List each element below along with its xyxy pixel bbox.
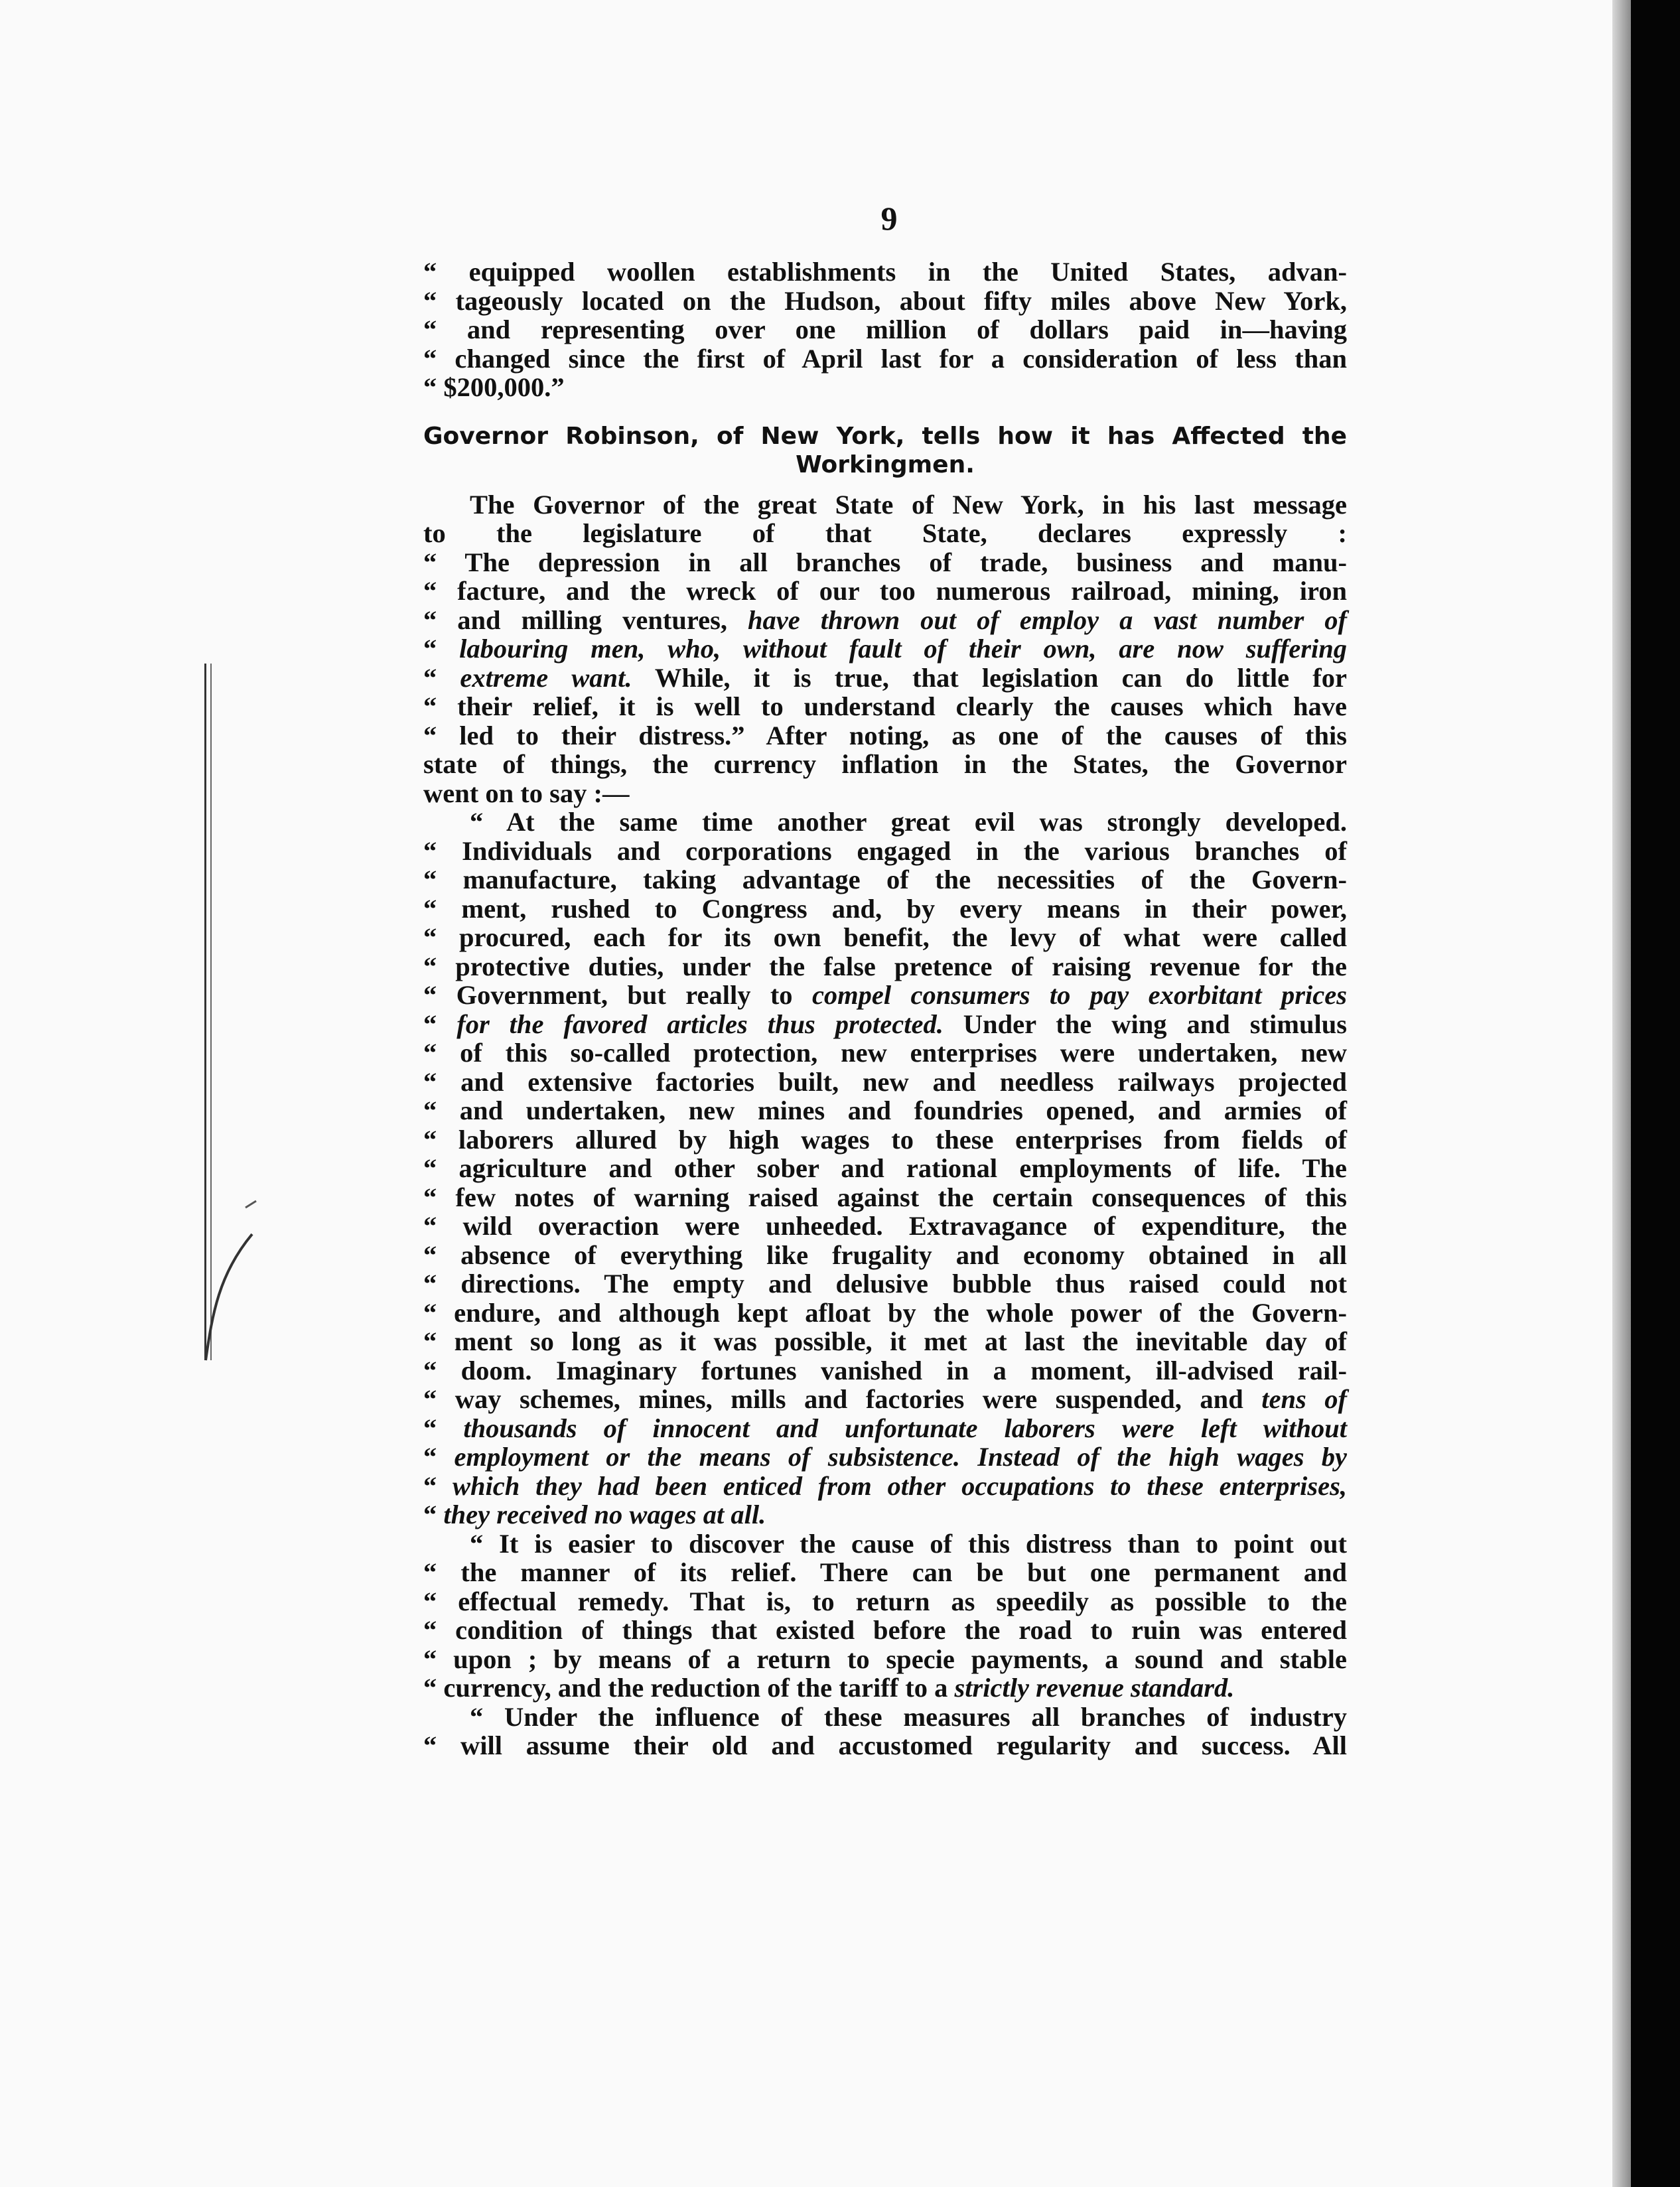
text-line: “ facture, and the wreck of our too numerous railroad, mining, iron bbox=[423, 576, 1347, 606]
text-line: “ of this so-called protection, new enterprises were undertaken, new bbox=[423, 1038, 1347, 1068]
text-line: “ $200,000.” bbox=[423, 372, 565, 402]
text-run: “ way schemes, mines, mills and factories were suspended, and bbox=[423, 1384, 1262, 1414]
text-line: “ It is easier to discover the cause of this distress than to point out bbox=[470, 1528, 1347, 1559]
text-line: “ protective duties, under the false pretence of raising revenue for the bbox=[423, 951, 1347, 981]
text-run: “ Government, but really to bbox=[423, 980, 812, 1010]
text-run: “ bbox=[423, 1470, 453, 1501]
text-line: “ agriculture and other sober and rational employments of life. The bbox=[423, 1153, 1347, 1183]
page-number: 9 bbox=[880, 200, 898, 237]
text-line bbox=[423, 606, 1347, 635]
text-line: “ and extensive factories built, new and needless railways projected bbox=[423, 1066, 1347, 1097]
text-line: went on to say :— bbox=[423, 778, 630, 808]
emphasis: extreme want. bbox=[460, 662, 632, 693]
text-line: “ ment, rushed to Congress and, by every means in their power, bbox=[423, 893, 1347, 924]
text-line: “ At the same time another great evil was strongly developed. bbox=[470, 807, 1347, 837]
margin-mark bbox=[199, 1194, 259, 1367]
emphasis: Instead of the high wages by bbox=[960, 1442, 1347, 1472]
text-line bbox=[423, 664, 1347, 693]
paragraph bbox=[423, 1529, 1347, 1703]
text-line: “ ment so long as it was possible, it met at last the inevitable day of bbox=[423, 1326, 1347, 1356]
text-line: “ tageously located on the Hudson, about fifty miles above New York, bbox=[423, 285, 1347, 316]
text-line bbox=[423, 981, 1347, 1010]
text-line: “ endure, and although kept afloat by the whole power of the Govern- bbox=[423, 1297, 1347, 1328]
text-line: “ laborers allured by high wages to these enterprises from fields of bbox=[423, 1124, 1347, 1155]
text-line bbox=[423, 1414, 1347, 1443]
text-line: “ equipped woollen establishments in the United States, advan- bbox=[423, 257, 1347, 287]
text-line bbox=[423, 1472, 1347, 1501]
emphasis: they received no wages at all. bbox=[443, 1500, 766, 1529]
text-run: “ bbox=[423, 1442, 455, 1472]
text-line: to the legislature of that State, declares expressly : bbox=[423, 518, 1347, 548]
text-run: Under the wing and stimulus bbox=[943, 1009, 1348, 1039]
text-line: “ will assume their old and accustomed regularity and success. All bbox=[423, 1730, 1347, 1760]
text-line: The Governor of the great State of New York, in his last message bbox=[470, 489, 1347, 520]
emphasis: compel consumers to pay exorbitant prices bbox=[811, 980, 1348, 1010]
text-line: “ changed since the first of April last for a consideration of less than bbox=[423, 343, 1347, 374]
text-line bbox=[423, 634, 1347, 664]
text-run: “ and milling ventures, bbox=[423, 604, 748, 635]
text-line: “ the manner of its relief. There can be but one permanent and bbox=[423, 1557, 1347, 1587]
text-line bbox=[423, 1443, 1347, 1472]
page-edge-shadow bbox=[1612, 0, 1631, 2187]
heading-line: Workingmen. bbox=[796, 451, 975, 478]
text-line: “ effectual remedy. That is, to return as speedily as possible to the bbox=[423, 1586, 1347, 1616]
text-line: “ directions. The empty and delusive bubble thus raised could not bbox=[423, 1269, 1347, 1299]
emphasis: for the favored articles thus protected. bbox=[456, 1009, 944, 1039]
quotation-continuation bbox=[423, 257, 1347, 402]
heading-line: Governor Robinson, of New York, tells how it has Affected the bbox=[423, 422, 1347, 450]
text-line bbox=[423, 1385, 1347, 1414]
paragraph bbox=[423, 1703, 1347, 1760]
page-body bbox=[423, 257, 1347, 1760]
emphasis: strictly revenue standard. bbox=[954, 1673, 1235, 1703]
text-line: “ manufacture, taking advantage of the necessities of the Govern- bbox=[423, 865, 1347, 894]
text-line: “ Individuals and corporations engaged in the various branches of bbox=[423, 835, 1347, 866]
text-line: “ their relief, it is well to understand clearly the causes which have bbox=[423, 691, 1347, 721]
text-line: “ wild overaction were unheeded. Extravagance of expenditure, the bbox=[423, 1211, 1347, 1241]
text-run: “ bbox=[423, 634, 460, 664]
emphasis: have thrown out of employ a vast number of bbox=[748, 604, 1347, 635]
emphasis: thousands of innocent and unfortunate laborers were left without bbox=[463, 1413, 1347, 1443]
emphasis: employment or the means of subsistence. bbox=[454, 1442, 961, 1472]
text-line: “ The depression in all branches of trade, business and manu- bbox=[423, 547, 1347, 577]
text-line: “ absence of everything like frugality and economy obtained in all bbox=[423, 1239, 1347, 1270]
text-line bbox=[423, 1500, 1347, 1529]
section-heading bbox=[423, 422, 1347, 480]
text-line: “ led to their distress.” After noting, as one of the causes of this bbox=[423, 720, 1347, 750]
paragraph bbox=[423, 490, 1347, 808]
text-line: “ doom. Imaginary fortunes vanished in a moment, ill-advised rail- bbox=[423, 1355, 1347, 1385]
scan-border bbox=[1631, 0, 1680, 2187]
emphasis: tens of bbox=[1261, 1384, 1348, 1414]
text-line: state of things, the currency inflation in the States, the Governor bbox=[423, 749, 1347, 779]
text-run: “ bbox=[423, 1500, 444, 1529]
text-line: “ and undertaken, new mines and foundries opened, and armies of bbox=[423, 1095, 1347, 1125]
emphasis: labouring men, who, without fault of their own, are now suffering bbox=[459, 634, 1347, 664]
text-line: “ Under the influence of these measures all branches of industry bbox=[470, 1701, 1347, 1732]
paragraph bbox=[423, 808, 1347, 1529]
text-line: “ procured, each for its own benefit, the levy of what were called bbox=[423, 922, 1347, 952]
text-line: “ and representing over one million of dollars paid in—having bbox=[423, 315, 1347, 344]
text-run: While, it is true, that legislation can do little for bbox=[632, 662, 1348, 693]
text-run: “ bbox=[423, 1413, 464, 1443]
text-line: “ upon ; by means of a return to specie payments, a sound and stable bbox=[423, 1644, 1347, 1674]
text-line bbox=[423, 1010, 1347, 1039]
emphasis: which they had been enticed from other occupations to these enterprises, bbox=[453, 1470, 1347, 1501]
text-run: “ bbox=[423, 1009, 457, 1039]
text-line: “ few notes of warning raised against the certain consequences of this bbox=[423, 1182, 1347, 1212]
text-line bbox=[423, 1673, 1347, 1703]
text-line: “ condition of things that existed before the road to ruin was entered bbox=[423, 1615, 1347, 1645]
text-run: “ currency, and the reduction of the tariff to a bbox=[423, 1673, 955, 1703]
text-run: “ bbox=[423, 662, 460, 693]
